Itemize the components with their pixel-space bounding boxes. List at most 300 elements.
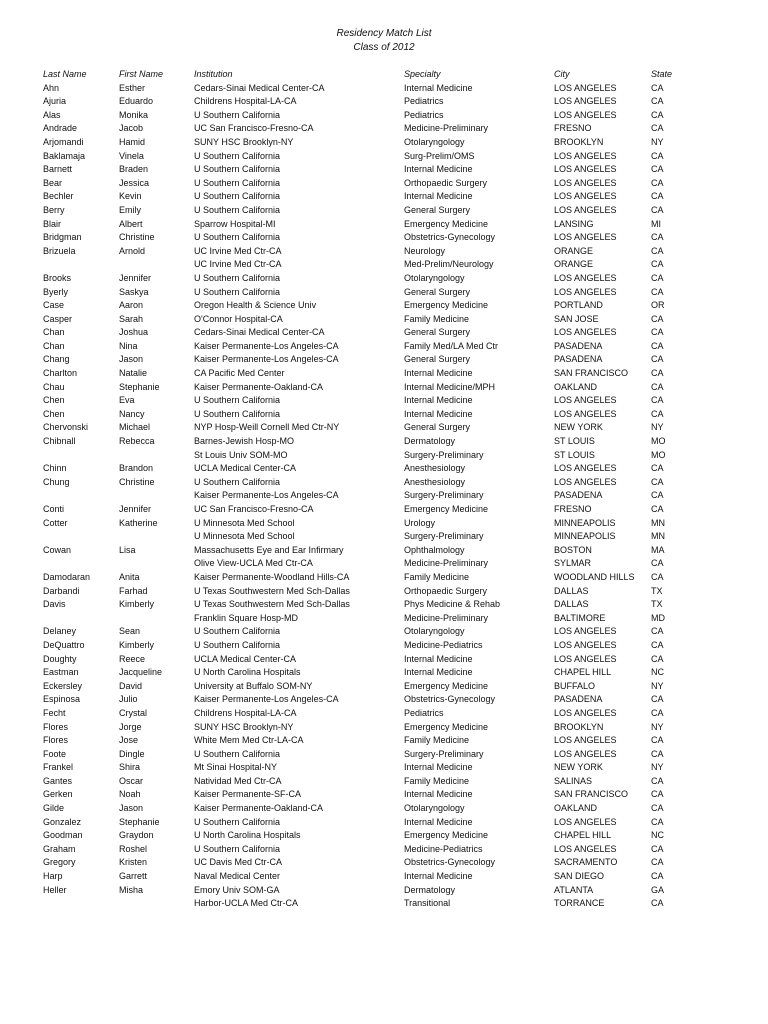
institution-cell: UC Irvine Med Ctr-CA bbox=[194, 245, 282, 256]
city-cell: SAN JOSE bbox=[554, 313, 599, 324]
institution-cell: U Minnesota Med School bbox=[194, 517, 295, 528]
state-cell: CA bbox=[651, 408, 664, 419]
state-cell: CA bbox=[651, 871, 664, 882]
city-cell: LOS ANGELES bbox=[554, 476, 617, 487]
last-name-cell: Gilde bbox=[43, 803, 65, 814]
state-cell: CA bbox=[651, 735, 664, 746]
city-cell: NEW YORK bbox=[554, 762, 603, 773]
first-name-cell: Oscar bbox=[119, 775, 144, 786]
institution-cell: U North Carolina Hospitals bbox=[194, 830, 301, 841]
first-name-cell: Christine bbox=[119, 476, 155, 487]
header-city: City bbox=[554, 69, 570, 79]
state-cell: MO bbox=[651, 449, 666, 460]
state-cell: CA bbox=[651, 123, 664, 134]
first-name-cell: Joshua bbox=[119, 327, 149, 338]
first-name-cell: Saskya bbox=[119, 286, 149, 297]
state-cell: CA bbox=[651, 857, 664, 868]
first-name-cell: Lisa bbox=[119, 544, 136, 555]
specialty-cell: General Surgery bbox=[404, 422, 471, 433]
last-name-cell: Arjomandi bbox=[43, 136, 84, 147]
last-name-cell: Bechler bbox=[43, 191, 74, 202]
specialty-cell: Otolaryngology bbox=[404, 626, 465, 637]
institution-cell: Sparrow Hospital-MI bbox=[194, 218, 276, 229]
institution-cell: Mt Sinai Hospital-NY bbox=[194, 762, 278, 773]
specialty-cell: Ophthalmology bbox=[404, 544, 465, 555]
specialty-cell: Emergency Medicine bbox=[404, 830, 489, 841]
city-cell: LOS ANGELES bbox=[554, 164, 617, 175]
city-cell: LOS ANGELES bbox=[554, 843, 617, 854]
institution-cell: U North Carolina Hospitals bbox=[194, 667, 301, 678]
city-cell: LOS ANGELES bbox=[554, 204, 617, 215]
state-cell: NY bbox=[651, 762, 664, 773]
last-name-cell: Conti bbox=[43, 504, 65, 514]
state-cell: CA bbox=[651, 707, 664, 718]
city-cell: SAN FRANCISCO bbox=[554, 789, 629, 800]
document-title: Residency Match List bbox=[336, 28, 432, 39]
city-cell: LOS ANGELES bbox=[554, 191, 617, 202]
specialty-cell: Internal Medicine/MPH bbox=[404, 381, 496, 392]
last-name-cell: Chung bbox=[43, 476, 70, 487]
institution-cell: U Minnesota Med School bbox=[194, 531, 295, 542]
state-cell: CA bbox=[651, 232, 664, 243]
last-name-cell: Baklamaja bbox=[43, 150, 86, 161]
city-cell: LOS ANGELES bbox=[554, 327, 617, 338]
state-cell: CA bbox=[651, 653, 664, 664]
specialty-cell: Pediatrics bbox=[404, 96, 444, 107]
city-cell: LOS ANGELES bbox=[554, 177, 617, 188]
institution-cell: U Southern California bbox=[194, 843, 281, 854]
state-cell: CA bbox=[651, 177, 664, 188]
state-cell: NY bbox=[651, 422, 664, 433]
first-name-cell: Natalie bbox=[119, 368, 148, 379]
header-institution: Institution bbox=[194, 69, 233, 79]
specialty-cell: Family Medicine bbox=[404, 735, 470, 746]
specialty-cell: Orthopaedic Surgery bbox=[404, 585, 488, 596]
specialty-cell: Internal Medicine bbox=[404, 408, 473, 419]
state-cell: MN bbox=[651, 531, 665, 542]
first-name-cell: Esther bbox=[119, 82, 146, 93]
header-state: State bbox=[651, 69, 673, 79]
institution-cell: Kaiser Permanente-Woodland Hills-CA bbox=[194, 571, 350, 582]
specialty-cell: Surgery-Preliminary bbox=[404, 490, 484, 501]
state-cell: CA bbox=[651, 204, 664, 215]
city-cell: LOS ANGELES bbox=[554, 150, 617, 161]
city-cell: DALLAS bbox=[554, 585, 589, 596]
institution-cell: U Southern California bbox=[194, 408, 281, 419]
city-cell: LOS ANGELES bbox=[554, 96, 617, 107]
state-cell: MA bbox=[651, 544, 665, 555]
first-name-cell: Graydon bbox=[119, 830, 154, 841]
city-cell: MINNEAPOLIS bbox=[554, 531, 616, 542]
state-cell: NY bbox=[651, 136, 664, 147]
city-cell: NEW YORK bbox=[554, 422, 603, 433]
specialty-cell: Internal Medicine bbox=[404, 871, 473, 882]
first-name-cell: Jessica bbox=[119, 177, 150, 188]
state-cell: CA bbox=[651, 327, 664, 338]
first-name-cell: Anita bbox=[119, 571, 140, 582]
last-name-cell: Frankel bbox=[43, 762, 74, 773]
last-name-cell: Damodaran bbox=[43, 571, 91, 582]
state-cell: OR bbox=[651, 300, 665, 311]
city-cell: LOS ANGELES bbox=[554, 816, 617, 827]
institution-cell: U Southern California bbox=[194, 476, 281, 487]
specialty-cell: Obstetrics-Gynecology bbox=[404, 232, 496, 243]
state-cell: CA bbox=[651, 191, 664, 202]
institution-cell: U Southern California bbox=[194, 232, 281, 243]
state-cell: CA bbox=[651, 272, 664, 283]
first-name-cell: Shira bbox=[119, 762, 141, 773]
last-name-cell: Blair bbox=[43, 218, 62, 229]
city-cell: ORANGE bbox=[554, 259, 594, 270]
last-name-cell: Cotter bbox=[43, 517, 68, 528]
first-name-cell: Christine bbox=[119, 232, 155, 243]
state-cell: CA bbox=[651, 109, 664, 120]
last-name-cell: Espinosa bbox=[43, 694, 81, 705]
institution-cell: Childrens Hospital-LA-CA bbox=[194, 707, 297, 718]
institution-cell: Oregon Health & Science Univ bbox=[194, 300, 317, 311]
specialty-cell: Family Medicine bbox=[404, 571, 470, 582]
last-name-cell: Byerly bbox=[43, 286, 69, 297]
institution-cell: U Southern California bbox=[194, 204, 281, 215]
city-cell: BROOKLYN bbox=[554, 136, 604, 147]
city-cell: LOS ANGELES bbox=[554, 82, 617, 93]
last-name-cell: Ajuria bbox=[43, 96, 67, 107]
institution-cell: U Southern California bbox=[194, 272, 281, 283]
institution-cell: U Southern California bbox=[194, 191, 281, 202]
first-name-cell: Brandon bbox=[119, 463, 154, 474]
city-cell: MINNEAPOLIS bbox=[554, 517, 616, 528]
first-name-cell: Sean bbox=[119, 626, 141, 637]
state-cell: CA bbox=[651, 816, 664, 827]
institution-cell: UC San Francisco-Fresno-CA bbox=[194, 123, 314, 134]
specialty-cell: General Surgery bbox=[404, 354, 471, 365]
specialty-cell: Otolaryngology bbox=[404, 272, 465, 283]
state-cell: CA bbox=[651, 395, 664, 406]
city-cell: ST LOUIS bbox=[554, 449, 595, 460]
last-name-cell: Flores bbox=[43, 735, 69, 746]
state-cell: CA bbox=[651, 571, 664, 582]
state-cell: CA bbox=[651, 490, 664, 501]
specialty-cell: Internal Medicine bbox=[404, 789, 473, 800]
first-name-cell: Arnold bbox=[119, 245, 146, 256]
institution-cell: U Texas Southwestern Med Sch-Dallas bbox=[194, 599, 350, 610]
city-cell: LOS ANGELES bbox=[554, 735, 617, 746]
last-name-cell: Berry bbox=[43, 204, 65, 215]
first-name-cell: Reece bbox=[119, 653, 146, 664]
specialty-cell: Emergency Medicine bbox=[404, 721, 489, 732]
institution-cell: Natividad Med Ctr-CA bbox=[194, 775, 282, 786]
last-name-cell: Bear bbox=[43, 177, 63, 188]
first-name-cell: Michael bbox=[119, 422, 151, 433]
specialty-cell: General Surgery bbox=[404, 286, 471, 297]
state-cell: GA bbox=[651, 884, 665, 895]
city-cell: ST LOUIS bbox=[554, 436, 595, 447]
last-name-cell: Heller bbox=[43, 884, 67, 895]
specialty-cell: Internal Medicine bbox=[404, 667, 473, 678]
state-cell: CA bbox=[651, 354, 664, 365]
city-cell: OAKLAND bbox=[554, 803, 598, 814]
state-cell: MN bbox=[651, 517, 665, 528]
last-name-cell: Andrade bbox=[43, 123, 78, 134]
institution-cell: UCLA Medical Center-CA bbox=[194, 463, 297, 474]
state-cell: CA bbox=[651, 639, 664, 650]
specialty-cell: Internal Medicine bbox=[404, 368, 473, 379]
last-name-cell: Chang bbox=[43, 354, 70, 365]
document-subtitle: Class of 2012 bbox=[353, 42, 415, 53]
state-cell: CA bbox=[651, 82, 664, 93]
state-cell: CA bbox=[651, 245, 664, 256]
last-name-cell: Chinn bbox=[43, 463, 67, 474]
city-cell: LOS ANGELES bbox=[554, 748, 617, 759]
state-cell: CA bbox=[651, 286, 664, 297]
city-cell: SACRAMENTO bbox=[554, 857, 618, 868]
state-cell: CA bbox=[651, 504, 664, 514]
institution-cell: Emory Univ SOM-GA bbox=[194, 884, 280, 895]
specialty-cell: Emergency Medicine bbox=[404, 680, 489, 691]
city-cell: LOS ANGELES bbox=[554, 639, 617, 650]
last-name-cell: Chibnall bbox=[43, 436, 76, 447]
institution-cell: U Southern California bbox=[194, 164, 281, 175]
first-name-cell: Eduardo bbox=[119, 96, 154, 107]
last-name-cell: Brooks bbox=[43, 272, 72, 283]
institution-cell: University at Buffalo SOM-NY bbox=[194, 680, 313, 691]
city-cell: WOODLAND HILLS bbox=[554, 571, 635, 582]
specialty-cell: Emergency Medicine bbox=[404, 218, 489, 229]
state-cell: MO bbox=[651, 436, 666, 447]
city-cell: PASADENA bbox=[554, 694, 603, 705]
institution-cell: UCLA Medical Center-CA bbox=[194, 653, 297, 664]
institution-cell: Kaiser Permanente-Los Angeles-CA bbox=[194, 354, 339, 365]
city-cell: BROOKLYN bbox=[554, 721, 604, 732]
specialty-cell: Med-Prelim/Neurology bbox=[404, 259, 494, 270]
state-cell: CA bbox=[651, 463, 664, 474]
specialty-cell: Dermatology bbox=[404, 436, 456, 447]
institution-cell: U Southern California bbox=[194, 639, 281, 650]
first-name-cell: Nina bbox=[119, 340, 138, 351]
city-cell: LOS ANGELES bbox=[554, 286, 617, 297]
first-name-cell: Roshel bbox=[119, 843, 148, 854]
last-name-cell: Gerken bbox=[43, 789, 73, 800]
first-name-cell: David bbox=[119, 680, 143, 691]
institution-cell: SUNY HSC Brooklyn-NY bbox=[194, 136, 294, 147]
city-cell: PORTLAND bbox=[554, 300, 603, 311]
first-name-cell: Monika bbox=[119, 109, 149, 120]
state-cell: CA bbox=[651, 150, 664, 161]
specialty-cell: Medicine-Pediatrics bbox=[404, 639, 483, 650]
institution-cell: U Southern California bbox=[194, 177, 281, 188]
state-cell: CA bbox=[651, 558, 664, 569]
last-name-cell: DeQuattro bbox=[43, 639, 85, 650]
first-name-cell: Hamid bbox=[119, 136, 146, 147]
specialty-cell: Internal Medicine bbox=[404, 82, 473, 93]
last-name-cell: Chan bbox=[43, 340, 65, 351]
last-name-cell: Gonzalez bbox=[43, 816, 82, 827]
last-name-cell: Doughty bbox=[43, 653, 77, 664]
state-cell: CA bbox=[651, 381, 664, 392]
last-name-cell: Davis bbox=[43, 599, 66, 610]
city-cell: BUFFALO bbox=[554, 680, 596, 691]
specialty-cell: Anesthesiology bbox=[404, 463, 466, 474]
city-cell: FRESNO bbox=[554, 504, 592, 514]
institution-cell: Kaiser Permanente-Los Angeles-CA bbox=[194, 694, 339, 705]
city-cell: SAN DIEGO bbox=[554, 871, 605, 882]
state-cell: CA bbox=[651, 313, 664, 324]
city-cell: PASADENA bbox=[554, 490, 603, 501]
institution-cell: Cedars-Sinai Medical Center-CA bbox=[194, 327, 325, 338]
institution-cell: CA Pacific Med Center bbox=[194, 368, 285, 379]
last-name-cell: Delaney bbox=[43, 626, 77, 637]
first-name-cell: Julio bbox=[119, 694, 138, 705]
institution-cell: U Texas Southwestern Med Sch-Dallas bbox=[194, 585, 350, 596]
first-name-cell: Vinela bbox=[119, 150, 144, 161]
last-name-cell: Charlton bbox=[43, 368, 78, 379]
institution-cell: U Southern California bbox=[194, 286, 281, 297]
first-name-cell: Kimberly bbox=[119, 639, 155, 650]
last-name-cell: Chau bbox=[43, 381, 65, 392]
first-name-cell: Braden bbox=[119, 164, 149, 175]
institution-cell: UC Irvine Med Ctr-CA bbox=[194, 259, 282, 270]
city-cell: LOS ANGELES bbox=[554, 626, 617, 637]
first-name-cell: Eva bbox=[119, 395, 135, 406]
city-cell: LANSING bbox=[554, 218, 594, 229]
specialty-cell: Orthopaedic Surgery bbox=[404, 177, 488, 188]
first-name-cell: Jason bbox=[119, 803, 144, 814]
city-cell: SALINAS bbox=[554, 775, 593, 786]
first-name-cell: Nancy bbox=[119, 408, 145, 419]
state-cell: CA bbox=[651, 898, 664, 909]
last-name-cell: Chan bbox=[43, 327, 65, 338]
specialty-cell: Medicine-Preliminary bbox=[404, 612, 489, 623]
city-cell: ORANGE bbox=[554, 245, 594, 256]
specialty-cell: Obstetrics-Gynecology bbox=[404, 694, 496, 705]
city-cell: TORRANCE bbox=[554, 898, 605, 909]
first-name-cell: Kevin bbox=[119, 191, 142, 202]
state-cell: NY bbox=[651, 721, 664, 732]
institution-cell: NYP Hosp-Weill Cornell Med Ctr-NY bbox=[194, 422, 340, 433]
specialty-cell: Emergency Medicine bbox=[404, 504, 489, 514]
last-name-cell: Fecht bbox=[43, 707, 66, 718]
specialty-cell: Internal Medicine bbox=[404, 653, 473, 664]
specialty-cell: Family Medicine bbox=[404, 313, 470, 324]
specialty-cell: Neurology bbox=[404, 245, 446, 256]
specialty-cell: Internal Medicine bbox=[404, 395, 473, 406]
last-name-cell: Eastman bbox=[43, 667, 79, 678]
last-name-cell: Gregory bbox=[43, 857, 76, 868]
first-name-cell: Dingle bbox=[119, 748, 145, 759]
specialty-cell: Internal Medicine bbox=[404, 164, 473, 175]
first-name-cell: Rebecca bbox=[119, 436, 155, 447]
last-name-cell: Chen bbox=[43, 395, 65, 406]
city-cell: BALTIMORE bbox=[554, 612, 606, 623]
institution-cell: Massachusetts Eye and Ear Infirmary bbox=[194, 544, 344, 555]
first-name-cell: Jorge bbox=[119, 721, 142, 732]
last-name-cell: Darbandi bbox=[43, 585, 80, 596]
last-name-cell: Casper bbox=[43, 313, 73, 324]
state-cell: CA bbox=[651, 789, 664, 800]
specialty-cell: Transitional bbox=[404, 898, 451, 909]
state-cell: CA bbox=[651, 803, 664, 814]
institution-cell: U Southern California bbox=[194, 748, 281, 759]
specialty-cell: General Surgery bbox=[404, 204, 471, 215]
city-cell: LOS ANGELES bbox=[554, 463, 617, 474]
state-cell: CA bbox=[651, 259, 664, 270]
specialty-cell: Medicine-Preliminary bbox=[404, 123, 489, 134]
city-cell: LOS ANGELES bbox=[554, 408, 617, 419]
institution-cell: U Southern California bbox=[194, 395, 281, 406]
specialty-cell: Anesthesiology bbox=[404, 476, 466, 487]
specialty-cell: Pediatrics bbox=[404, 707, 444, 718]
last-name-cell: Graham bbox=[43, 843, 76, 854]
state-cell: TX bbox=[651, 585, 663, 596]
state-cell: CA bbox=[651, 694, 664, 705]
city-cell: SYLMAR bbox=[554, 558, 592, 569]
first-name-cell: Jennifer bbox=[119, 504, 152, 514]
city-cell: OAKLAND bbox=[554, 381, 598, 392]
institution-cell: Kaiser Permanente-Oakland-CA bbox=[194, 803, 324, 814]
city-cell: LOS ANGELES bbox=[554, 395, 617, 406]
institution-cell: Barnes-Jewish Hosp-MO bbox=[194, 436, 295, 447]
state-cell: NC bbox=[651, 830, 664, 841]
last-name-cell: Gantes bbox=[43, 775, 73, 786]
specialty-cell: Pediatrics bbox=[404, 109, 444, 120]
state-cell: CA bbox=[651, 96, 664, 107]
specialty-cell: Internal Medicine bbox=[404, 816, 473, 827]
specialty-cell: Obstetrics-Gynecology bbox=[404, 857, 496, 868]
first-name-cell: Emily bbox=[119, 204, 141, 215]
institution-cell: O'Connor Hospital-CA bbox=[194, 313, 283, 324]
state-cell: NC bbox=[651, 667, 664, 678]
last-name-cell: Case bbox=[43, 300, 65, 311]
first-name-cell: Aaron bbox=[119, 300, 144, 311]
state-cell: CA bbox=[651, 748, 664, 759]
city-cell: SAN FRANCISCO bbox=[554, 368, 629, 379]
specialty-cell: Surgery-Preliminary bbox=[404, 748, 484, 759]
specialty-cell: Internal Medicine bbox=[404, 762, 473, 773]
institution-cell: U Southern California bbox=[194, 109, 281, 120]
state-cell: CA bbox=[651, 340, 664, 351]
last-name-cell: Bridgman bbox=[43, 232, 82, 243]
city-cell: PASADENA bbox=[554, 340, 603, 351]
first-name-cell: Farhad bbox=[119, 585, 148, 596]
institution-cell: Naval Medical Center bbox=[194, 871, 281, 882]
institution-cell: SUNY HSC Brooklyn-NY bbox=[194, 721, 294, 732]
city-cell: LOS ANGELES bbox=[554, 232, 617, 243]
first-name-cell: Albert bbox=[119, 218, 143, 229]
last-name-cell: Alas bbox=[43, 109, 61, 120]
institution-cell: Cedars-Sinai Medical Center-CA bbox=[194, 82, 325, 93]
first-name-cell: Jennifer bbox=[119, 272, 152, 283]
state-cell: TX bbox=[651, 599, 663, 610]
last-name-cell: Cowan bbox=[43, 544, 72, 555]
last-name-cell: Harp bbox=[43, 871, 63, 882]
state-cell: NY bbox=[651, 680, 664, 691]
specialty-cell: Emergency Medicine bbox=[404, 300, 489, 311]
first-name-cell: Stephanie bbox=[119, 381, 160, 392]
first-name-cell: Jacqueline bbox=[119, 667, 163, 678]
specialty-cell: Family Medicine bbox=[404, 775, 470, 786]
city-cell: CHAPEL HILL bbox=[554, 830, 612, 841]
specialty-cell: Medicine-Pediatrics bbox=[404, 843, 483, 854]
city-cell: PASADENA bbox=[554, 354, 603, 365]
first-name-cell: Kristen bbox=[119, 857, 148, 868]
institution-cell: Kaiser Permanente-Los Angeles-CA bbox=[194, 490, 339, 501]
specialty-cell: Internal Medicine bbox=[404, 191, 473, 202]
first-name-cell: Jason bbox=[119, 354, 144, 365]
specialty-cell: Dermatology bbox=[404, 884, 456, 895]
last-name-cell: Chervonski bbox=[43, 422, 89, 433]
city-cell: FRESNO bbox=[554, 123, 592, 134]
state-cell: MI bbox=[651, 218, 661, 229]
